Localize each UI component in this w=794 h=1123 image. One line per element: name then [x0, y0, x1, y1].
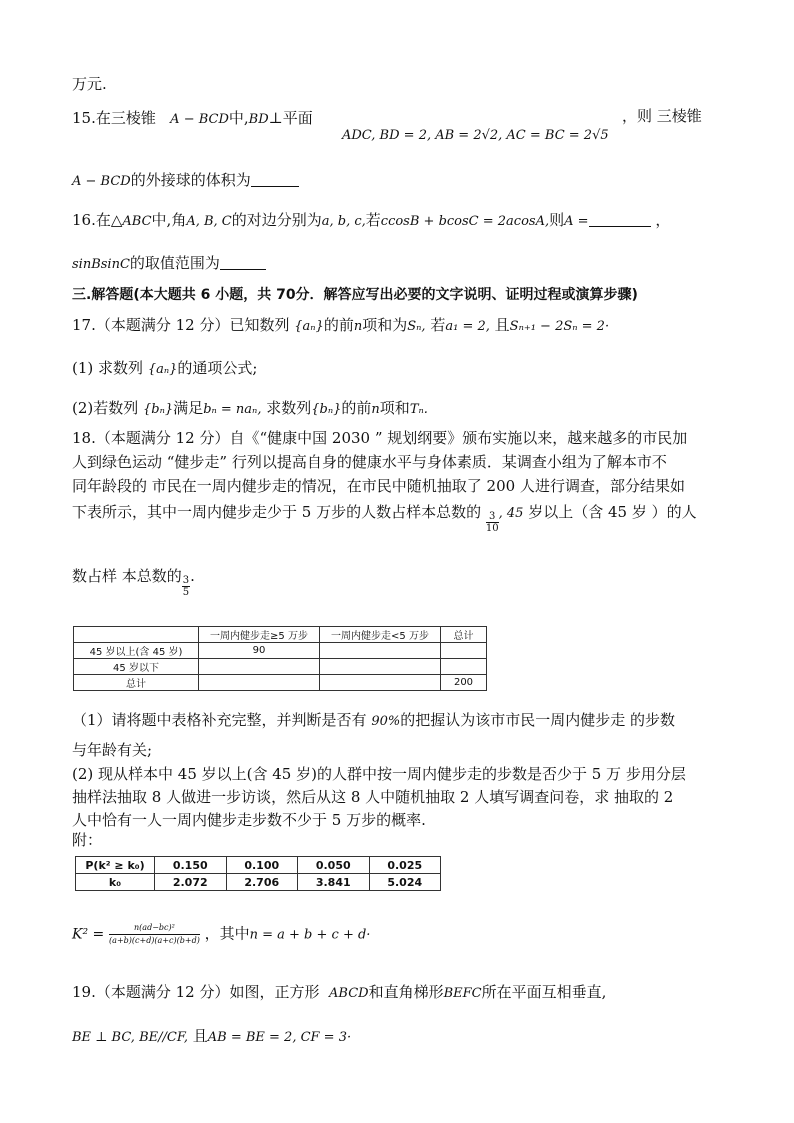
table-cell: [320, 675, 441, 691]
q18-part2-line2: 抽样法抽取 8 人做进一步访谈，然后从这 8 人中随机抽取 2 人填写调查问卷，求 抽取的 2: [72, 788, 674, 806]
q17-part2: (2)若数列 {bₙ}满足bₙ = naₙ, 求数列{bₙ}的前n项和Tₙ.: [72, 399, 428, 417]
table-cell: 2.072: [155, 874, 227, 891]
table-cell: 0.025: [369, 857, 441, 874]
table-cell: 200: [441, 675, 487, 691]
answer-blank[interactable]: [589, 212, 651, 227]
table-cell: [199, 659, 320, 675]
table-cell: [74, 627, 199, 643]
q18-part2-line1: (2) 现从样本中 45 岁以上(含 45 岁)的人群中按一周内健步走的步数是否少于 5 万 步用分层: [72, 765, 686, 783]
q17-part1: (1) 求数列 {aₙ}的通项公式;: [72, 359, 258, 377]
q16-line1: 16.在△ABC中,角A, B, C的对边分别为a, b, c,若ccosB + bcosC = 2acosA,则A = ，: [72, 211, 671, 229]
q18-part1: （1）请将题中表格补充完整，并判断是否有 90%的把握认为该市市民一周内健步走 的步数: [72, 711, 676, 729]
table-cell: k₀: [76, 874, 155, 891]
table-cell: [320, 659, 441, 675]
fraction-three-fifths: $\frac{3}{5}$: [182, 575, 190, 598]
table-cell: 0.150: [155, 857, 227, 874]
q15-cond: ADC, BD = 2, AB = 2√2, AC = BC = 2√5: [342, 128, 609, 143]
k-squared-formula: K² = $\frac{\text{n(ad−bc)²}}{(a+b)(c+d)(a+c)(b+d)}$ ，其中n = a + b + c + d·: [72, 923, 371, 945]
q15-then: ，则 三棱锥: [622, 107, 702, 125]
table-cell: 5.024: [369, 874, 441, 891]
q16-line2: sinBsinC的取值范围为: [72, 253, 266, 275]
table-cell: 总计: [441, 627, 487, 643]
q19-line1: 19.（本题满分 12 分）如图，正方形 ABCD和直角梯形BEFC所在平面互相垂直,: [72, 983, 607, 1001]
table-cell: 45 岁以下: [74, 659, 199, 675]
table-cell: 0.100: [226, 857, 298, 874]
critical-value-table: [75, 856, 441, 891]
q18-line5: 数占样 本总数的 $\frac{3}{5}$ .: [72, 567, 195, 598]
table-cell: 45 岁以上(含 45 岁): [74, 643, 199, 659]
table-cell: 90: [199, 643, 320, 659]
q18-line3: 同年龄段的 市民在一周内健步走的情况，在市民中随机抽取了 200 人进行调查，部分结果如: [72, 477, 685, 495]
table-cell: 0.050: [298, 857, 370, 874]
q19-line2: BE ⊥ BC, BE//CF, 且AB = BE = 2, CF = 3·: [72, 1027, 352, 1045]
q18-line1: 18.（本题满分 12 分）自《“健康中国 2030 ” 规划纲要》颁布实施以来，越来越多的市民加: [72, 429, 688, 447]
q18-line4: 下表所示，其中一周内健步走少于 5 万步的人数占样本总数的 $\frac{3}{10}$ , 45 岁以上（含 45 岁 ）的人: [72, 503, 697, 534]
q15-line1: 15.在三棱锥 A − BCD中,BD⊥平面: [72, 109, 313, 127]
table-cell: 一周内健步走≥5 万步: [199, 627, 320, 643]
table-cell: 2.706: [226, 874, 298, 891]
q15-line2: A − BCD的外接球的体积为: [72, 170, 299, 192]
table-cell: [441, 643, 487, 659]
appendix-label: 附：: [72, 831, 103, 849]
table-cell: [199, 675, 320, 691]
p14-tail: 万元.: [72, 75, 107, 93]
q18-part2-line3: 人中恰有一人一周内健步走步数不少于 5 万步的概率.: [72, 811, 426, 829]
survey-table: [73, 626, 487, 691]
answer-blank[interactable]: [220, 255, 266, 270]
q17-line1: 17.（本题满分 12 分）已知数列 {aₙ}的前n项和为Sₙ, 若a₁ = 2, 且Sₙ₊₁ − 2Sₙ = 2·: [72, 316, 610, 334]
table-cell: [320, 643, 441, 659]
table-cell: [441, 659, 487, 675]
table-cell: 总计: [74, 675, 199, 691]
table-cell: 3.841: [298, 874, 370, 891]
q18-part1-cont: 与年龄有关;: [72, 741, 153, 759]
table-cell: P(k² ≥ k₀): [76, 857, 155, 874]
formula-fraction: $\frac{\text{n(ad−bc)²}}{(a+b)(c+d)(a+c)(b+d)}$: [109, 923, 200, 945]
fraction-three-tenths: $\frac{3}{10}$: [485, 511, 499, 534]
q18-line2: 人到绿色运动 “健步走” 行列以提高自身的健康水平与身体素质．某调查小组为了解本市不: [72, 453, 667, 471]
table-cell: 一周内健步走<5 万步: [320, 627, 441, 643]
answer-blank[interactable]: [251, 172, 299, 187]
section-heading: 三.解答题(本大题共 6 小题，共 70分．解答应写出必要的文字说明、证明过程或演算步骤): [72, 287, 638, 303]
